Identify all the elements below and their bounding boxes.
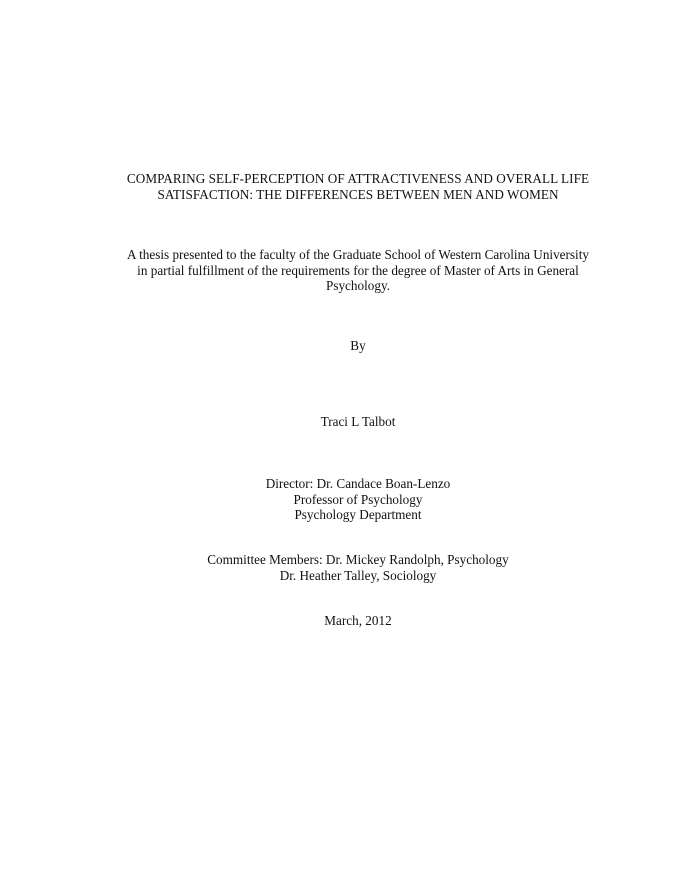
thesis-title-line-2: SATISFACTION: THE DIFFERENCES BETWEEN MEN AND WOMEN — [157, 186, 559, 202]
director-name: Director: Dr. Candace Boan-Lenzo — [265, 476, 451, 491]
submission-date — [110, 613, 606, 629]
committee-member-1: Committee Members: Dr. Mickey Randolph, Psychology — [207, 552, 509, 567]
director-info — [110, 476, 606, 523]
thesis-title — [110, 171, 606, 202]
thesis-statement-line-3: Psychology. — [326, 278, 390, 293]
director-department: Psychology Department — [294, 507, 422, 522]
thesis-statement-line-2: in partial fulfillment of the requirements for the degree of Master of Arts in General — [137, 262, 579, 278]
by-label — [110, 338, 606, 354]
committee-members — [110, 552, 606, 583]
thesis-statement-line-1: A thesis presented to the faculty of the Graduate School of Western Carolina University — [127, 247, 589, 262]
submission-date-text: March, 2012 — [324, 613, 392, 628]
director-title: Professor of Psychology — [293, 491, 423, 507]
by-label-text: By — [350, 338, 366, 353]
thesis-title-line-1: COMPARING SELF-PERCEPTION OF ATTRACTIVENESS AND OVERALL LIFE — [126, 171, 590, 186]
thesis-statement — [110, 247, 606, 294]
committee-member-2: Dr. Heather Talley, Sociology — [279, 567, 437, 583]
author-name — [110, 414, 606, 430]
author-name-text: Traci L Talbot — [320, 414, 396, 429]
